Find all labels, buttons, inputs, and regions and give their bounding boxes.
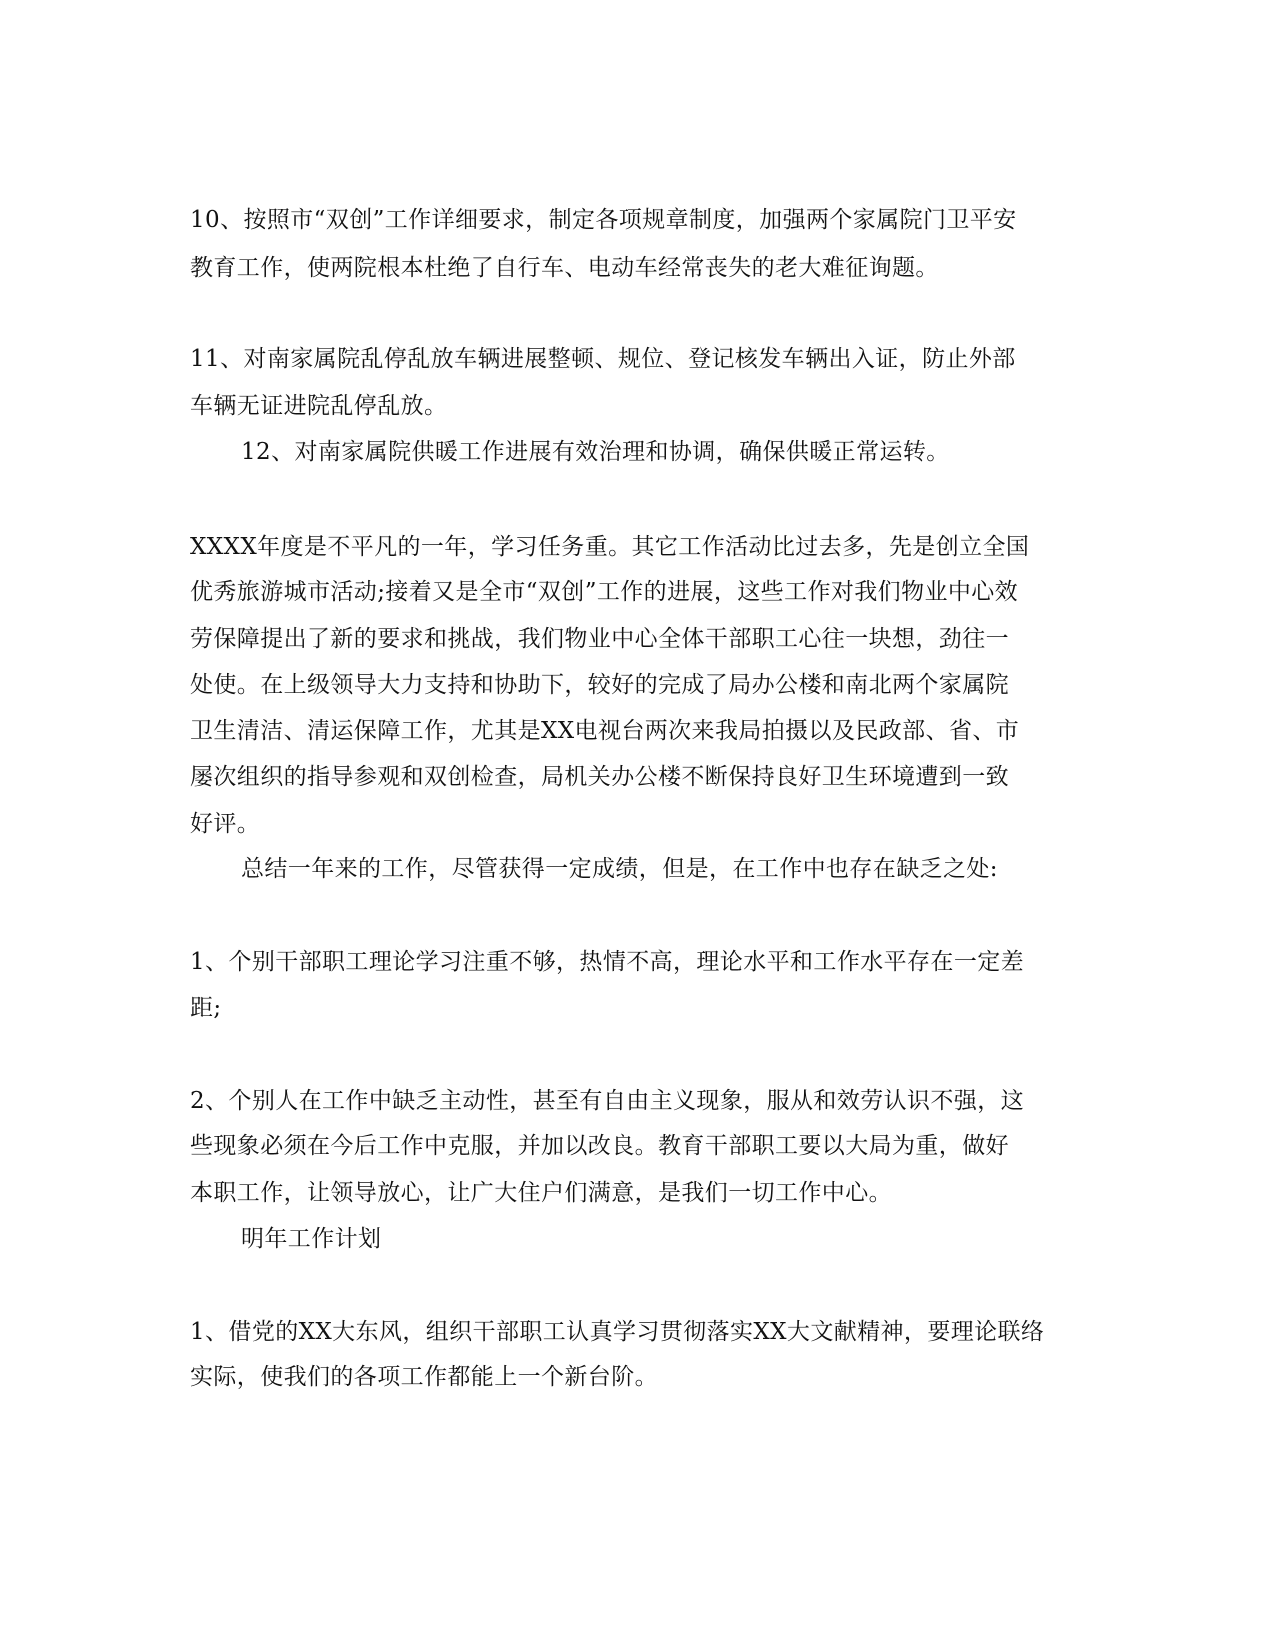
text-line: 10、按照市“双创”工作详细要求，制定各项规章制度，加强两个家属院门卫平安 bbox=[190, 207, 1017, 233]
text-line: 卫生清洁、清运保障工作，尤其是XX电视台两次来我局拍摄以及民政部、省、市 bbox=[190, 718, 1020, 744]
text-line: XXXX年度是不平凡的一年，学习任务重。其它工作活动比过去多，先是创立全国 bbox=[190, 534, 1030, 560]
text-line: 实际，使我们的各项工作都能上一个新台阶。 bbox=[190, 1364, 658, 1390]
text-line: 屡次组织的指导参观和双创检查，局机关办公楼不断保持良好卫生环境遭到一致 bbox=[190, 764, 1009, 790]
text-line: 12、对南家属院供暖工作进展有效治理和协调，确保供暖正常运转。 bbox=[241, 439, 950, 465]
text-line: 教育工作，使两院根本杜绝了自行车、电动车经常丧失的老大难征询题。 bbox=[190, 255, 939, 281]
text-line: 车辆无证进院乱停乱放。 bbox=[190, 393, 448, 419]
text-line: 1、个别干部职工理论学习注重不够，热情不高，理论水平和工作水平存在一定差 bbox=[190, 949, 1025, 975]
text-line: 距; bbox=[190, 995, 222, 1021]
text-line: 本职工作，让领导放心，让广大住户们满意，是我们一切工作中心。 bbox=[190, 1180, 892, 1206]
text-line: 明年工作计划 bbox=[241, 1226, 382, 1252]
text-line: 总结一年来的工作，尽管获得一定成绩，但是，在工作中也存在缺乏之处: bbox=[241, 856, 998, 882]
text-line: 2、个别人在工作中缺乏主动性，甚至有自由主义现象，服从和效劳认识不强，这 bbox=[190, 1088, 1025, 1114]
text-line: 好评。 bbox=[190, 811, 261, 837]
text-line: 劳保障提出了新的要求和挑战，我们物业中心全体干部职工心往一块想，劲往一 bbox=[190, 626, 1009, 652]
text-line: 1、借党的XX大东风，组织干部职工认真学习贯彻落实XX大文献精神，要理论联络 bbox=[190, 1319, 1045, 1345]
text-line: 优秀旅游城市活动;接着又是全市“双创”工作的进展，这些工作对我们物业中心效 bbox=[190, 579, 1019, 605]
text-line: 11、对南家属院乱停乱放车辆进展整顿、规位、登记核发车辆出入证，防止外部 bbox=[190, 346, 1016, 372]
text-line: 些现象必须在今后工作中克服，并加以改良。教育干部职工要以大局为重，做好 bbox=[190, 1133, 1009, 1159]
text-line: 处使。在上级领导大力支持和协助下，较好的完成了局办公楼和南北两个家属院 bbox=[190, 672, 1009, 698]
